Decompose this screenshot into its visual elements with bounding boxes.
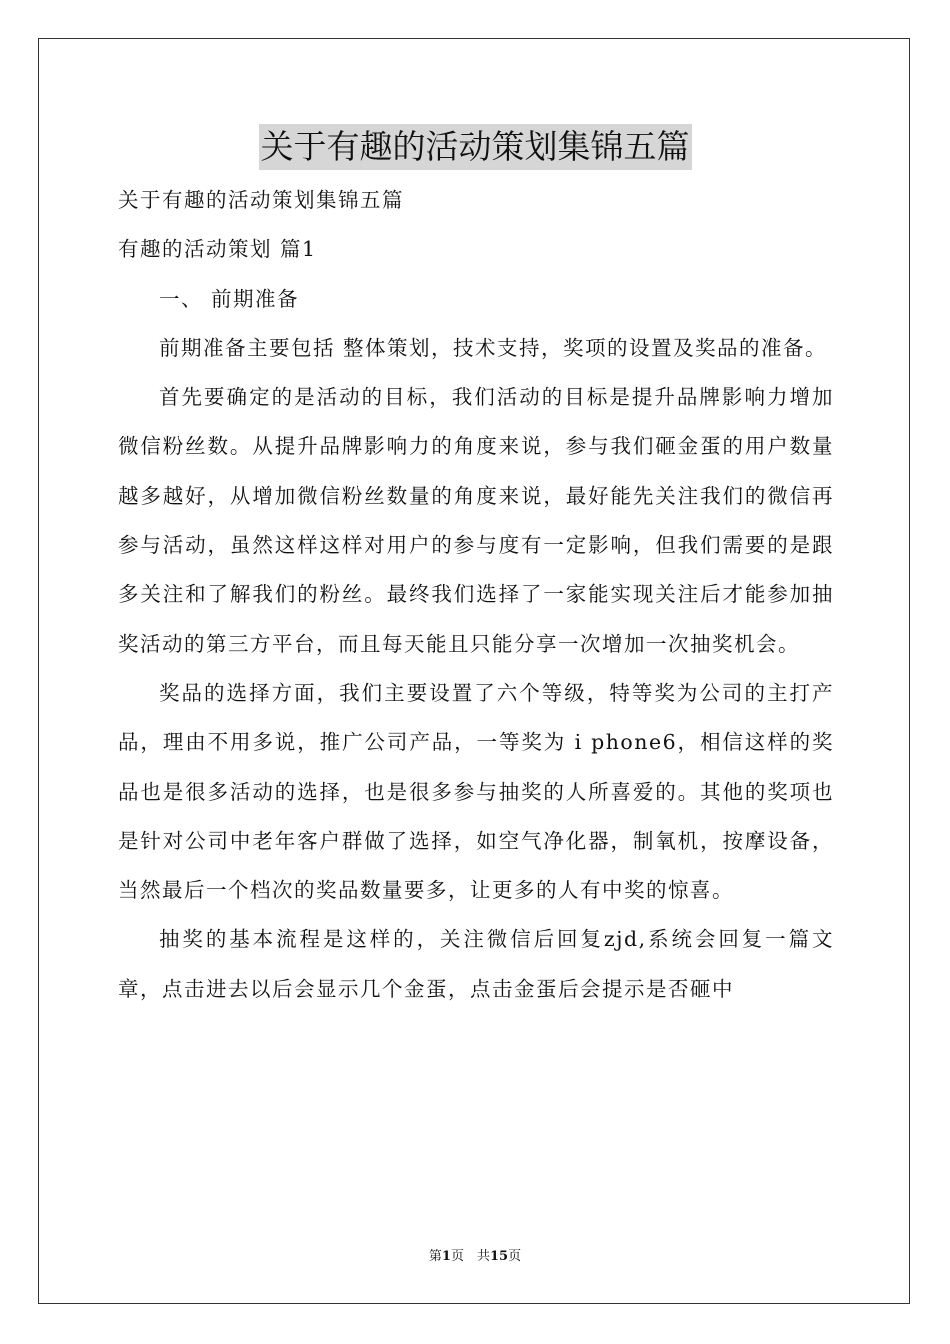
body-paragraph: 奖品的选择方面，我们主要设置了六个等级，特等奖为公司的主打产品，理由不用多说，推广公司产品，一等奖为 i phone6，相信这样的奖品也是很多活动的选择，也是很多参与抽奖的人所喜爱的。其他的奖项也是针对公司中老年客户群做了选择，如空气净化器，制氧机，按摩设备，当然最后一个档次的奖品数量要多，让更多的人有中奖的惊喜。 xyxy=(118,680,834,903)
document-title: 关于有趣的活动策划集锦五篇 xyxy=(259,124,692,170)
title-container xyxy=(0,124,950,170)
footer-page-total: 15 xyxy=(489,1249,509,1264)
body-paragraph: 抽奖的基本流程是这样的，关注微信后回复zjd,系统会回复一篇文章，点击进去以后会显示几个金蛋，点击金蛋后会提示是否砸中 xyxy=(118,927,834,1001)
subsection-heading: 一、 前期准备 xyxy=(159,286,300,311)
footer-page-suffix: 页 xyxy=(508,1249,522,1264)
body-paragraph: 前期准备主要包括 整体策划，技术支持，奖项的设置及奖品的准备。 xyxy=(159,335,828,360)
footer-page-current: 1 xyxy=(441,1249,451,1264)
footer-page-mid: 页 共 xyxy=(450,1249,490,1264)
body-paragraph: 首先要确定的是活动的目标，我们活动的目标是提升品牌影响力增加微信粉丝数。从提升品牌影响力的角度来说，参与我们砸金蛋的用户数量越多越好，从增加微信粉丝数量的角度来说，最好能先关注我们的微信再参与活动，虽然这样这样对用户的参与度有一定影响，但我们需要的是跟多关注和了解我们的粉丝。最终我们选择了一家能实现关注后才能参加抽奖活动的第三方平台，而且每天能且只能分享一次增加一次抽奖机会。 xyxy=(118,385,834,656)
page-footer xyxy=(0,1248,950,1266)
document-subtitle: 关于有趣的活动策划集锦五篇 xyxy=(118,188,404,212)
section-heading: 有趣的活动策划 篇1 xyxy=(118,237,317,262)
footer-page-prefix: 第 xyxy=(428,1249,442,1264)
document-body xyxy=(118,176,834,1014)
